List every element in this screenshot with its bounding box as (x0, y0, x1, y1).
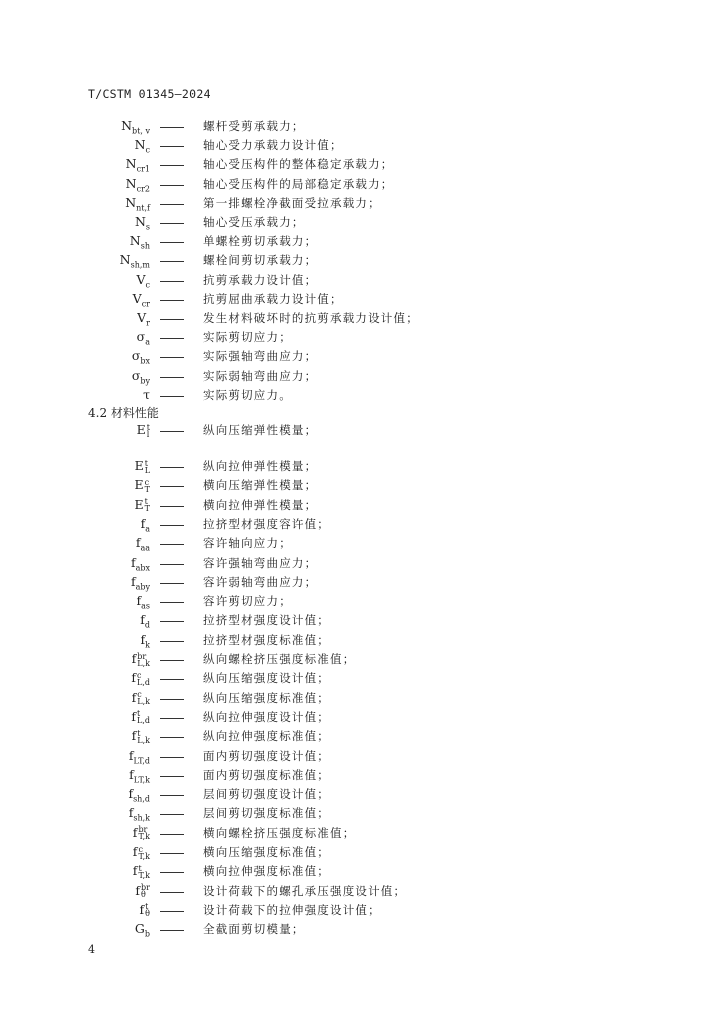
symbol-scripts (137, 710, 150, 724)
symbol-row (0, 883, 724, 902)
symbol (140, 902, 150, 918)
symbol-description: 纵向拉伸强度设计值； (203, 709, 330, 724)
em-dash-separator (160, 814, 184, 815)
em-dash-separator (160, 506, 184, 507)
em-dash-separator (160, 431, 184, 432)
symbol-description: 纵向压缩强度标准值； (203, 690, 330, 705)
symbol-description: 层间剪切强度标准值； (203, 806, 330, 821)
symbol-superscript: t (146, 422, 150, 432)
symbol-subscript: sh,d (133, 794, 150, 804)
symbol-subscript: s (145, 222, 150, 232)
em-dash-separator (160, 853, 184, 854)
symbol-description: 容许弱轴弯曲应力； (203, 574, 318, 589)
symbol-base: σ (136, 329, 146, 345)
symbol-row (0, 728, 724, 747)
em-dash-separator (160, 146, 184, 147)
em-dash-separator (160, 223, 184, 224)
symbol (133, 825, 150, 841)
em-dash-separator (160, 319, 184, 320)
symbol-subscript: d (144, 620, 150, 630)
symbol (132, 348, 150, 366)
symbol-scripts (138, 826, 150, 840)
symbol (135, 477, 150, 493)
section-heading-4-2: 4.2 材料性能 (88, 406, 159, 420)
symbol (137, 329, 150, 347)
symbol-description: 容许轴向应力； (203, 536, 292, 551)
symbol-description: 纵向拉伸弹性模量； (203, 459, 318, 473)
symbol-base: f (131, 651, 137, 666)
symbol-row (0, 535, 724, 554)
symbol-base: N (125, 175, 137, 191)
symbol-subscript: T (144, 484, 150, 494)
symbol-description: 轴心受压承载力； (203, 215, 305, 229)
symbol-superscript: c (137, 690, 142, 700)
em-dash-separator (160, 525, 184, 526)
symbol-superscript: br (137, 651, 147, 661)
symbol-description: 设计荷载下的拉伸强度设计值； (203, 902, 381, 917)
symbol-description: 纵向压缩弹性模量； (203, 423, 318, 437)
symbol (135, 214, 150, 232)
symbol-subscript: cr1 (136, 164, 150, 174)
symbol-description: 轴心受压构件的整体稳定承载力； (203, 157, 394, 172)
symbol-row (0, 593, 724, 612)
symbol-base: f (140, 612, 145, 628)
symbol-base: G (134, 921, 145, 937)
symbol-description: 抗剪承载力设计值； (203, 272, 318, 287)
symbol (135, 458, 150, 474)
symbol-scripts (145, 460, 150, 474)
symbol-description: 螺杆受剪承载力； (203, 119, 305, 133)
symbol (141, 516, 150, 534)
symbol-subscript: a (145, 524, 150, 534)
symbol (132, 728, 150, 744)
symbol (141, 632, 151, 650)
em-dash-separator (160, 357, 184, 358)
em-dash-separator (160, 467, 184, 468)
symbol-base: N (129, 233, 141, 249)
symbol-description: 层间剪切强度设计值； (203, 787, 330, 802)
symbol-row (0, 921, 724, 940)
symbol-subscript: aby (135, 582, 150, 592)
symbol-row (0, 748, 724, 767)
symbol-row (0, 329, 724, 348)
em-dash-separator (160, 204, 184, 205)
symbol-subscript: L,d (137, 716, 150, 726)
symbol-description: 拉挤型材强度容许值； (203, 516, 330, 531)
symbol (125, 195, 150, 213)
symbol-description: 面内剪切强度设计值； (203, 748, 330, 763)
symbol-row (0, 612, 724, 631)
symbol-description: 横向拉伸强度标准值； (203, 864, 330, 879)
symbol-subscript: θ (141, 890, 146, 900)
symbol (131, 555, 150, 573)
symbol-superscript: t (137, 709, 141, 719)
symbol-description: 第一排螺栓净截面受拉承载力； (203, 195, 381, 210)
symbol-subscript: b (144, 929, 150, 939)
symbol (135, 921, 150, 939)
symbol-row (0, 291, 724, 310)
symbol-base: f (129, 766, 134, 782)
symbol-row (0, 422, 724, 441)
symbol-row (0, 709, 724, 728)
symbol-subscript: L (144, 465, 150, 475)
symbol-description: 设计荷载下的螺孔承压强度设计值； (203, 883, 407, 898)
symbol (137, 422, 150, 438)
symbol-superscript: t (144, 458, 148, 468)
symbol-subscript: L,d (137, 677, 150, 687)
symbol-subscript: T,k (138, 832, 150, 842)
em-dash-separator (160, 127, 184, 128)
symbol (133, 291, 150, 309)
symbol (136, 593, 150, 611)
em-dash-separator (160, 564, 184, 565)
symbol-scripts (145, 903, 150, 917)
symbol-base: V (137, 310, 147, 325)
symbol (128, 786, 150, 804)
symbol-description: 轴心受压构件的局部稳定承载力； (203, 176, 394, 191)
symbol-base: f (135, 882, 141, 898)
symbol-description: 实际弱轴弯曲应力； (203, 368, 318, 383)
symbol (120, 252, 150, 270)
symbol-row (0, 137, 724, 156)
symbol-subscript: θ (145, 909, 150, 919)
symbol-subscript: abx (135, 563, 150, 572)
symbol-base: N (125, 156, 137, 172)
em-dash-separator (160, 338, 184, 339)
symbol-base: E (134, 458, 144, 473)
symbol-subscript: c (145, 145, 150, 155)
symbol (129, 748, 150, 766)
symbol-description: 拉挤型材强度设计值； (203, 613, 330, 628)
symbol-row (0, 786, 724, 805)
symbol-scripts (147, 424, 150, 438)
symbol-row (0, 477, 724, 496)
symbol-row (0, 252, 724, 271)
symbol (133, 844, 150, 860)
em-dash-separator (160, 911, 184, 912)
symbol-base: σ (131, 348, 141, 364)
symbol-scripts (145, 479, 150, 493)
symbol-superscript: t (145, 902, 149, 912)
symbol-description: 横向压缩弹性模量； (203, 478, 318, 493)
symbol-superscript: t (144, 497, 148, 507)
symbol-base: f (140, 515, 146, 531)
symbol (131, 574, 150, 592)
symbol-row (0, 902, 724, 921)
symbol-description: 实际剪切应力。 (203, 387, 292, 402)
symbol-base: f (139, 901, 145, 917)
symbol-row (0, 863, 724, 882)
em-dash-separator (160, 872, 184, 873)
symbol (121, 118, 150, 136)
em-dash-separator (160, 795, 184, 796)
symbol-base: N (125, 194, 137, 210)
symbol-row (0, 767, 724, 786)
symbol-subscript: LT,d (133, 756, 150, 765)
symbol-subscript: T (144, 504, 150, 514)
symbol-description: 单螺栓剪切承载力； (203, 234, 318, 249)
symbol-row (0, 844, 724, 863)
symbol-base: f (131, 728, 137, 744)
symbol-subscript: T,k (138, 870, 150, 880)
symbol-scripts (141, 884, 150, 898)
symbol-description: 纵向螺栓挤压强度标准值； (203, 652, 356, 666)
symbol-row (0, 458, 724, 477)
em-dash-separator (160, 679, 184, 680)
symbol-subscript: aa (140, 543, 150, 553)
symbol (136, 535, 150, 553)
symbol-base: f (135, 535, 141, 551)
symbol-base: f (130, 554, 136, 570)
symbol-base: N (121, 118, 133, 133)
symbol-base: N (134, 214, 146, 229)
symbol-base: V (136, 271, 146, 287)
symbol-row (0, 651, 724, 670)
em-dash-separator (160, 396, 184, 397)
symbol-description: 实际强轴弯曲应力； (203, 349, 318, 364)
standard-code-header: T/CSTM 01345—2024 (88, 87, 211, 101)
symbol (135, 137, 150, 155)
em-dash-separator (160, 281, 184, 282)
symbol-row (0, 368, 724, 387)
symbol-row (0, 387, 724, 406)
symbol-subscript: cr (141, 299, 150, 309)
em-dash-separator (160, 621, 184, 622)
symbol-subscript: LT,k (133, 775, 150, 785)
symbol-base: N (119, 252, 131, 268)
symbol-row (0, 632, 724, 651)
symbol (129, 805, 150, 823)
symbol-row (0, 670, 724, 689)
em-dash-separator (160, 641, 184, 642)
symbol-subscript: l (146, 429, 150, 439)
symbol-row (0, 805, 724, 824)
symbol (126, 176, 150, 194)
symbol-row (0, 195, 724, 214)
symbol-description: 拉挤型材强度标准值； (203, 632, 330, 647)
em-dash-separator (160, 660, 184, 661)
symbol (137, 310, 150, 328)
symbol-description: 容许剪切应力； (203, 594, 292, 609)
symbol-row (0, 214, 724, 233)
symbol (136, 272, 150, 290)
symbol-row (0, 574, 724, 593)
symbol-base: f (131, 670, 137, 686)
symbol-description: 纵向压缩强度设计值； (203, 671, 330, 686)
symbol-row (0, 348, 724, 367)
em-dash-separator (160, 242, 184, 243)
em-dash-separator (160, 602, 184, 603)
symbol-subscript: as (141, 601, 150, 611)
symbol-superscript: br (138, 825, 148, 835)
symbol-subscript: sh,m (130, 260, 150, 270)
symbol-description: 螺栓间剪切承载力； (203, 253, 318, 268)
em-dash-separator (160, 583, 184, 584)
em-dash-separator (160, 377, 184, 378)
symbol (143, 387, 150, 402)
symbol-scripts (137, 691, 150, 705)
symbol-base: f (128, 747, 134, 763)
symbol-row (0, 555, 724, 574)
symbol-subscript: L,k (137, 735, 150, 745)
symbol (132, 368, 150, 386)
symbol-base: f (131, 708, 137, 724)
symbol-row (0, 118, 724, 137)
symbol-description: 面内剪切强度标准值； (203, 767, 330, 782)
symbol-base: f (128, 805, 134, 821)
symbol (140, 612, 150, 630)
symbol-base: f (132, 863, 138, 879)
symbol-base: E (134, 496, 144, 512)
symbol-scripts (137, 653, 150, 667)
symbol (130, 233, 150, 251)
symbol-description: 发生材料破坏时的抗剪承载力设计值； (203, 311, 419, 325)
symbol-base: E (134, 477, 144, 493)
symbol-description: 容许强轴弯曲应力； (203, 555, 318, 570)
symbol-scripts (137, 672, 150, 686)
symbol-description: 全截面剪切模量； (203, 922, 305, 937)
em-dash-separator (160, 737, 184, 738)
em-dash-separator (160, 930, 184, 931)
symbol-scripts (137, 730, 150, 744)
symbol-scripts (138, 846, 150, 860)
symbol-scripts (145, 498, 150, 512)
symbol (132, 690, 150, 706)
symbol-subscript: bt, v (132, 126, 150, 136)
em-dash-separator (160, 261, 184, 262)
symbol-base: f (131, 689, 137, 705)
symbol-superscript: br (141, 883, 150, 893)
symbol (129, 767, 150, 785)
symbol-description: 实际剪切应力； (203, 330, 292, 345)
symbol-subscript: sh,k (133, 813, 150, 823)
em-dash-separator (160, 699, 184, 700)
em-dash-separator (160, 300, 184, 301)
symbol-row (0, 825, 724, 844)
symbol-subscript: bx (140, 356, 150, 366)
em-dash-separator (160, 544, 184, 545)
symbol-superscript: t (137, 728, 141, 738)
symbol-base: τ (143, 386, 150, 402)
symbol-row (0, 497, 724, 516)
symbol-description: 横向压缩强度标准值； (203, 845, 330, 859)
em-dash-separator (160, 486, 184, 487)
em-dash-separator (160, 757, 184, 758)
symbol-subscript: by (140, 376, 150, 386)
symbol-description: 轴心受力承载力设计值； (203, 138, 343, 153)
symbol-subscript: r (146, 318, 150, 328)
symbol-subscript: c (145, 280, 150, 290)
symbol-row (0, 272, 724, 291)
symbol (131, 709, 150, 725)
symbol-row (0, 176, 724, 195)
em-dash-separator (160, 892, 184, 893)
symbol-row (0, 516, 724, 535)
symbol-base: f (140, 631, 146, 647)
symbol-subscript: T,k (138, 851, 150, 861)
symbol-superscript: t (138, 863, 142, 873)
symbol-subscript: sh (140, 241, 150, 251)
em-dash-separator (160, 776, 184, 777)
symbol (126, 156, 150, 174)
symbol-base: f (136, 593, 142, 609)
symbol-row (0, 310, 724, 329)
symbol-superscript: c (144, 477, 150, 487)
symbol-base: σ (131, 367, 141, 383)
symbol-subscript: L,k (137, 697, 150, 707)
symbol-base: f (128, 786, 134, 802)
symbol (131, 670, 150, 686)
symbol-superscript: c (138, 844, 143, 854)
symbol-scripts (138, 865, 150, 879)
symbol-description: 横向螺栓挤压强度标准值； (203, 825, 356, 840)
symbol-base: f (130, 573, 136, 589)
em-dash-separator (160, 834, 184, 835)
symbol-subscript: cr2 (136, 184, 150, 194)
symbol-base: N (134, 137, 146, 153)
symbol (132, 651, 150, 667)
symbol-description: 纵向拉伸强度标准值； (203, 729, 330, 744)
em-dash-separator (160, 165, 184, 166)
symbol (133, 863, 150, 879)
symbol-base: V (132, 290, 142, 306)
symbol-base: f (132, 824, 138, 840)
symbol-row (0, 156, 724, 175)
em-dash-separator (160, 718, 184, 719)
symbol-subscript: L,k (137, 658, 150, 668)
symbol-base: f (132, 844, 138, 859)
symbol-subscript: nt,f (136, 203, 150, 213)
symbol-row (0, 233, 724, 252)
symbol-description: 横向拉伸弹性模量； (203, 497, 318, 512)
page-number: 4 (88, 943, 95, 956)
symbol (135, 883, 150, 899)
symbol (135, 497, 150, 513)
symbol-subscript: k (145, 640, 150, 650)
em-dash-separator (160, 185, 184, 186)
symbol-base: E (136, 422, 146, 437)
symbol-superscript: c (137, 670, 142, 680)
symbol-description: 抗剪屈曲承载力设计值； (203, 291, 343, 306)
symbol-row (0, 690, 724, 709)
symbol-subscript: a (145, 337, 150, 347)
